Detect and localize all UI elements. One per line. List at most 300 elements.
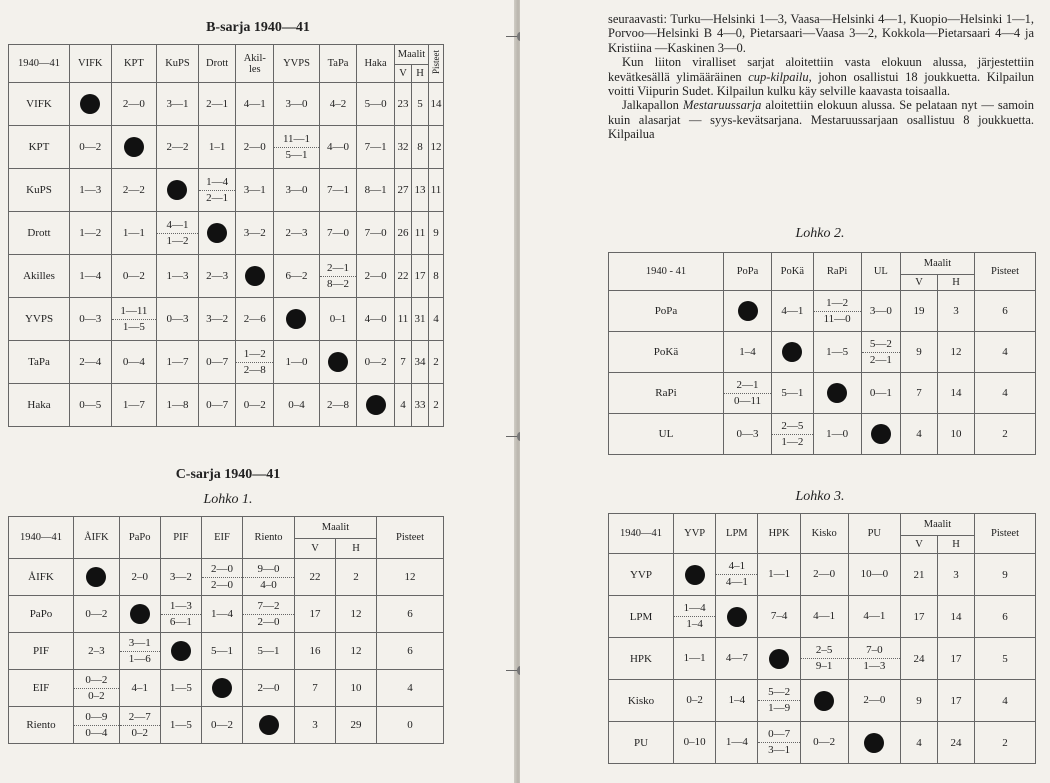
table-row <box>9 255 444 298</box>
score: 1—4 <box>674 601 715 617</box>
score: 1—2 <box>79 226 102 239</box>
team-name: KPT <box>9 126 70 169</box>
self-match-cell <box>319 341 356 384</box>
score-cell <box>198 384 236 427</box>
score-cell <box>813 414 861 455</box>
self-match-cell <box>236 255 274 298</box>
self-match-dot <box>685 565 705 585</box>
score: 2—1 <box>320 261 356 277</box>
score-cell <box>157 212 199 255</box>
score: 1—5 <box>122 320 145 333</box>
score-cell <box>157 255 199 298</box>
team-name: PaPo <box>9 596 74 633</box>
score-cell <box>848 680 900 722</box>
score: 0–10 <box>683 736 706 748</box>
score: 0–2 <box>686 694 703 706</box>
goals-against: 12 <box>336 633 377 670</box>
score-cell <box>70 255 112 298</box>
c-sarja-lohko1-subtitle: Lohko 1. <box>203 492 253 507</box>
goals-against: 34 <box>412 341 429 384</box>
score: 1—4 <box>210 607 233 620</box>
score: 7—1 <box>364 140 387 153</box>
points: 12 <box>377 559 444 596</box>
self-match-dot <box>130 604 150 624</box>
body-text <box>608 12 1034 142</box>
score: 0—11 <box>733 394 762 407</box>
score-cell <box>274 341 320 384</box>
b-sarja-title: B-sarja 1940—41 <box>206 20 310 35</box>
score-cell <box>274 169 320 212</box>
score-cell <box>861 291 900 332</box>
score: 2—0 <box>863 694 886 706</box>
team-name: RaPi <box>609 373 724 414</box>
self-match-cell <box>74 559 120 596</box>
score-cell <box>848 596 900 638</box>
column-header: KPT <box>111 45 157 83</box>
score-cell <box>319 384 356 427</box>
points: 5 <box>975 638 1036 680</box>
score-cell <box>357 341 395 384</box>
column-header: YVP <box>674 514 716 554</box>
self-match-dot <box>827 383 847 403</box>
goals-against: 10 <box>336 670 377 707</box>
score: 1—3 <box>79 183 102 196</box>
score: 2—1 <box>206 191 229 204</box>
left-page <box>0 0 516 783</box>
table-row <box>609 373 1036 414</box>
points: 9 <box>429 212 444 255</box>
score-cell <box>758 722 800 764</box>
goals-for: 7 <box>901 373 938 414</box>
score-cell <box>674 722 716 764</box>
score: 4—0 <box>364 312 387 325</box>
score: 2—0 <box>813 568 836 580</box>
maalit-header: Maalit <box>901 514 975 536</box>
maalit-header: Maalit <box>901 253 975 275</box>
self-match-cell <box>119 596 160 633</box>
corner-label: 1940—41 <box>9 517 74 559</box>
column-header: Akil- les <box>236 45 274 83</box>
self-match-cell <box>716 596 758 638</box>
score: 5—1 <box>210 644 233 657</box>
score-cell <box>674 680 716 722</box>
goals-against: 14 <box>938 596 975 638</box>
score-cell <box>674 596 716 638</box>
score-cell <box>236 83 274 126</box>
score-cell <box>111 169 157 212</box>
score: 3—1 <box>243 183 266 196</box>
goals-against: 13 <box>412 169 429 212</box>
score-cell <box>70 169 112 212</box>
score: 4–1 <box>131 681 148 694</box>
column-header: PoKä <box>772 253 814 291</box>
score-cell <box>70 384 112 427</box>
score: 2—8 <box>243 363 266 376</box>
team-name: LPM <box>609 596 674 638</box>
b-sarja-table <box>8 44 444 427</box>
points: 4 <box>975 373 1036 414</box>
score: 2—1 <box>869 353 892 366</box>
self-match-dot <box>769 649 789 669</box>
score-cell <box>800 554 848 596</box>
score-cell <box>157 341 199 384</box>
self-match-cell <box>758 638 800 680</box>
self-match-dot <box>727 607 747 627</box>
score: 6—2 <box>285 269 308 282</box>
score-cell <box>274 126 320 169</box>
self-match-dot <box>171 641 191 661</box>
points: 4 <box>975 680 1036 722</box>
score: 1—4 <box>199 175 236 191</box>
score: 0—2 <box>364 355 387 368</box>
table-row <box>9 670 444 707</box>
c-sarja-title: C-sarja 1940—41 <box>175 467 281 482</box>
goals-for: 32 <box>395 126 412 169</box>
score-cell <box>119 633 160 670</box>
team-name: Kisko <box>609 680 674 722</box>
score: 3—1 <box>166 97 189 110</box>
self-match-dot <box>212 678 232 698</box>
score: 2—0 <box>364 269 387 282</box>
score-cell <box>716 638 758 680</box>
score: 5—1 <box>781 386 804 399</box>
goals-against-header: H <box>938 275 975 291</box>
column-header: HPK <box>758 514 800 554</box>
self-match-cell <box>160 633 201 670</box>
score: 0—7 <box>206 398 229 411</box>
score-cell <box>724 332 772 373</box>
score-cell <box>274 83 320 126</box>
score: 4—1 <box>781 304 804 317</box>
goals-for: 7 <box>395 341 412 384</box>
goals-against: 29 <box>336 707 377 744</box>
score-cell <box>157 384 199 427</box>
self-match-dot <box>245 266 265 286</box>
score-cell <box>111 212 157 255</box>
score: 1—11 <box>112 304 157 320</box>
score: 0—2 <box>813 736 836 748</box>
score: 5—2 <box>862 337 900 353</box>
score-cell <box>319 255 356 298</box>
points: 9 <box>975 554 1036 596</box>
score: 2—2 <box>166 140 189 153</box>
self-match-cell <box>357 384 395 427</box>
score: 4—1 <box>725 576 748 588</box>
score: 0—3 <box>79 312 102 325</box>
score-cell <box>319 212 356 255</box>
score: 0—2 <box>74 673 119 689</box>
score: 3—0 <box>285 183 308 196</box>
score-cell <box>157 298 199 341</box>
score: 2—5 <box>772 419 813 435</box>
column-header: RaPi <box>813 253 861 291</box>
goals-for: 7 <box>295 670 336 707</box>
score: 2—1 <box>724 378 771 394</box>
goals-against: 33 <box>412 384 429 427</box>
self-match-dot <box>286 309 306 329</box>
score-cell <box>772 414 814 455</box>
self-match-dot <box>738 301 758 321</box>
score: 4—1 <box>813 610 836 622</box>
score-cell <box>74 707 120 744</box>
goals-against: 10 <box>938 414 975 455</box>
score-cell <box>772 373 814 414</box>
table-row <box>609 332 1036 373</box>
points: 6 <box>377 633 444 670</box>
table-row <box>9 559 444 596</box>
table-row <box>609 638 1036 680</box>
self-match-cell <box>274 298 320 341</box>
column-header: TaPa <box>319 45 356 83</box>
goals-for: 11 <box>395 298 412 341</box>
goals-against-header: H <box>336 539 377 559</box>
score-cell <box>758 680 800 722</box>
team-name: EIF <box>9 670 74 707</box>
score-cell <box>772 291 814 332</box>
goals-against-header: H <box>938 536 975 554</box>
score-cell <box>758 554 800 596</box>
score: 0–2 <box>131 726 148 739</box>
score: 3—0 <box>869 304 892 317</box>
goals-against: 5 <box>412 83 429 126</box>
points: 12 <box>429 126 444 169</box>
score-cell <box>111 298 157 341</box>
score-cell <box>119 559 160 596</box>
score: 4–1 <box>716 559 757 575</box>
column-header: KuPS <box>157 45 199 83</box>
score-cell <box>74 596 120 633</box>
paragraph-1: seuraavasti: Turku—Helsinki 1—3, Vaasa—Helsinki 4—1, Kuopio—Helsinki 1—1, Porvoo—Helsinki B 4—0, Pietarsaari—Vaasa 3—2, Kokkola—Pietarsaari 4—4 ja Kristiina —Kaskinen 3—0. <box>608 12 1034 55</box>
team-name: KuPS <box>9 169 70 212</box>
score: 5—1 <box>257 644 280 657</box>
self-match-cell <box>674 554 716 596</box>
table-row <box>9 596 444 633</box>
score: 1–4 <box>739 345 756 358</box>
table-row <box>609 414 1036 455</box>
score-cell <box>111 384 157 427</box>
score-cell <box>716 680 758 722</box>
header-row <box>9 45 444 65</box>
points: 11 <box>429 169 444 212</box>
score: 4—0 <box>327 140 350 153</box>
points: 4 <box>377 670 444 707</box>
score-cell <box>236 126 274 169</box>
score: 4—1 <box>863 610 886 622</box>
self-match-cell <box>848 722 900 764</box>
score: 5—2 <box>758 685 799 701</box>
self-match-dot <box>80 94 100 114</box>
score: 1—5 <box>826 345 849 358</box>
score: 0—5 <box>79 398 102 411</box>
score: 7—0 <box>327 226 350 239</box>
score: 1—1 <box>768 568 791 580</box>
score: 0—3 <box>736 427 759 440</box>
team-name: Akilles <box>9 255 70 298</box>
self-match-dot <box>814 691 834 711</box>
score-cell <box>201 633 242 670</box>
score: 3—1 <box>768 744 791 756</box>
column-header: LPM <box>716 514 758 554</box>
score-cell <box>674 638 716 680</box>
score-cell <box>243 559 295 596</box>
score-cell <box>119 707 160 744</box>
goals-for: 27 <box>395 169 412 212</box>
self-match-dot <box>86 567 106 587</box>
score: 8—1 <box>364 183 387 196</box>
score-cell <box>357 212 395 255</box>
score: 1–1 <box>208 140 226 153</box>
column-header: PIF <box>160 517 201 559</box>
team-name: VIFK <box>9 83 70 126</box>
goals-for: 17 <box>295 596 336 633</box>
self-match-cell <box>157 169 199 212</box>
points: 2 <box>975 414 1036 455</box>
score: 3—2 <box>243 226 266 239</box>
table-row <box>609 596 1036 638</box>
maalit-header: Maalit <box>295 517 377 539</box>
score: 3—1 <box>120 636 160 652</box>
score-cell <box>800 638 848 680</box>
score: 2—1 <box>206 97 229 110</box>
score-cell <box>813 291 861 332</box>
score: 0—2 <box>85 607 108 620</box>
score-cell <box>274 212 320 255</box>
score: 2—0 <box>210 578 233 591</box>
score-cell <box>157 126 199 169</box>
self-match-cell <box>861 414 900 455</box>
score-cell <box>198 255 236 298</box>
score: 1—1 <box>683 652 706 664</box>
score: 4–2 <box>329 97 347 110</box>
score: 1—3 <box>166 269 189 282</box>
lohko3-subtitle: Lohko 3. <box>795 489 845 504</box>
score-cell <box>800 596 848 638</box>
score: 2—3 <box>285 226 308 239</box>
score-cell <box>861 373 900 414</box>
table-row <box>9 83 444 126</box>
score: 2—0 <box>257 681 280 694</box>
goals-for-header: V <box>295 539 336 559</box>
column-header: Drott <box>198 45 236 83</box>
self-match-dot <box>864 733 884 753</box>
score: 2—7 <box>120 710 160 726</box>
score: 1—4 <box>725 736 748 748</box>
self-match-cell <box>772 332 814 373</box>
goals-for: 19 <box>901 291 938 332</box>
self-match-dot <box>871 424 891 444</box>
score: 3—2 <box>169 570 192 583</box>
score-cell <box>848 638 900 680</box>
pisteet-header: Pisteet <box>975 253 1036 291</box>
score-cell <box>198 298 236 341</box>
self-match-dot <box>124 137 144 157</box>
score: 5—1 <box>285 148 308 161</box>
score: 8—2 <box>327 277 350 290</box>
score-cell <box>160 596 201 633</box>
self-match-cell <box>243 707 295 744</box>
score-cell <box>716 722 758 764</box>
self-match-dot <box>259 715 279 735</box>
team-name: Haka <box>9 384 70 427</box>
score: 2–5 <box>801 643 848 659</box>
c-sarja-lohko1-table <box>8 516 444 744</box>
goals-against: 12 <box>938 332 975 373</box>
score-cell <box>236 169 274 212</box>
pisteet-header: Pisteet <box>975 514 1036 554</box>
score-cell <box>724 414 772 455</box>
score-cell <box>119 670 160 707</box>
score-cell <box>274 384 320 427</box>
score: 2—0 <box>122 97 145 110</box>
score: 7—2 <box>243 599 294 615</box>
score: 3—0 <box>285 97 308 110</box>
score: 1—5 <box>169 718 192 731</box>
goals-for: 22 <box>395 255 412 298</box>
score: 0—2 <box>210 718 233 731</box>
team-name: Drott <box>9 212 70 255</box>
score: 2—3 <box>206 269 229 282</box>
score-cell <box>70 212 112 255</box>
score-cell <box>758 596 800 638</box>
score-cell <box>74 670 120 707</box>
goals-for-header: V <box>901 275 938 291</box>
self-match-cell <box>201 670 242 707</box>
score-cell <box>274 255 320 298</box>
goals-for: 26 <box>395 212 412 255</box>
score: 7—1 <box>327 183 350 196</box>
score: 0—9 <box>74 710 119 726</box>
right-page <box>520 0 1050 783</box>
table-row <box>609 554 1036 596</box>
corner-label: 1940—41 <box>9 45 70 83</box>
self-match-dot <box>366 395 386 415</box>
self-match-cell <box>198 212 236 255</box>
team-name: PIF <box>9 633 74 670</box>
self-match-dot <box>167 180 187 200</box>
score: 1—3 <box>161 599 201 615</box>
score: 3—2 <box>206 312 229 325</box>
score-cell <box>861 332 900 373</box>
goals-for: 3 <box>295 707 336 744</box>
score: 2—2 <box>122 183 145 196</box>
score: 1—6 <box>128 652 151 665</box>
goals-against: 17 <box>938 638 975 680</box>
goals-against: 24 <box>938 722 975 764</box>
score: 0—2 <box>243 398 266 411</box>
score: 6—1 <box>169 615 192 628</box>
pisteet-header: Pisteet <box>377 517 444 559</box>
column-header: EIF <box>201 517 242 559</box>
score-cell <box>800 722 848 764</box>
team-name: YVP <box>609 554 674 596</box>
score-cell <box>201 596 242 633</box>
paragraph-2: Kun liiton viralliset sarjat aloitettiin vasta elokuun alussa, järjestettiin kevätkesällä ylimääräinen cup-kilpailu, johon osallistui 18 joukkuetta. Kilpailun voitti Viipurin Sudet. Kilpailun kulku käy selville kaavasta toisaalla. <box>608 55 1034 99</box>
score: 11—0 <box>823 312 851 325</box>
score-cell <box>319 169 356 212</box>
points: 0 <box>377 707 444 744</box>
self-match-dot <box>328 352 348 372</box>
team-name: PoKä <box>609 332 724 373</box>
goals-for: 9 <box>901 680 938 722</box>
score-cell <box>813 332 861 373</box>
score-cell <box>198 341 236 384</box>
score: 1–4 <box>728 694 746 706</box>
table-row <box>9 212 444 255</box>
score-cell <box>157 83 199 126</box>
goals-for: 4 <box>901 414 938 455</box>
score: 4—7 <box>725 652 748 664</box>
lohko2-subtitle: Lohko 2. <box>795 226 845 241</box>
